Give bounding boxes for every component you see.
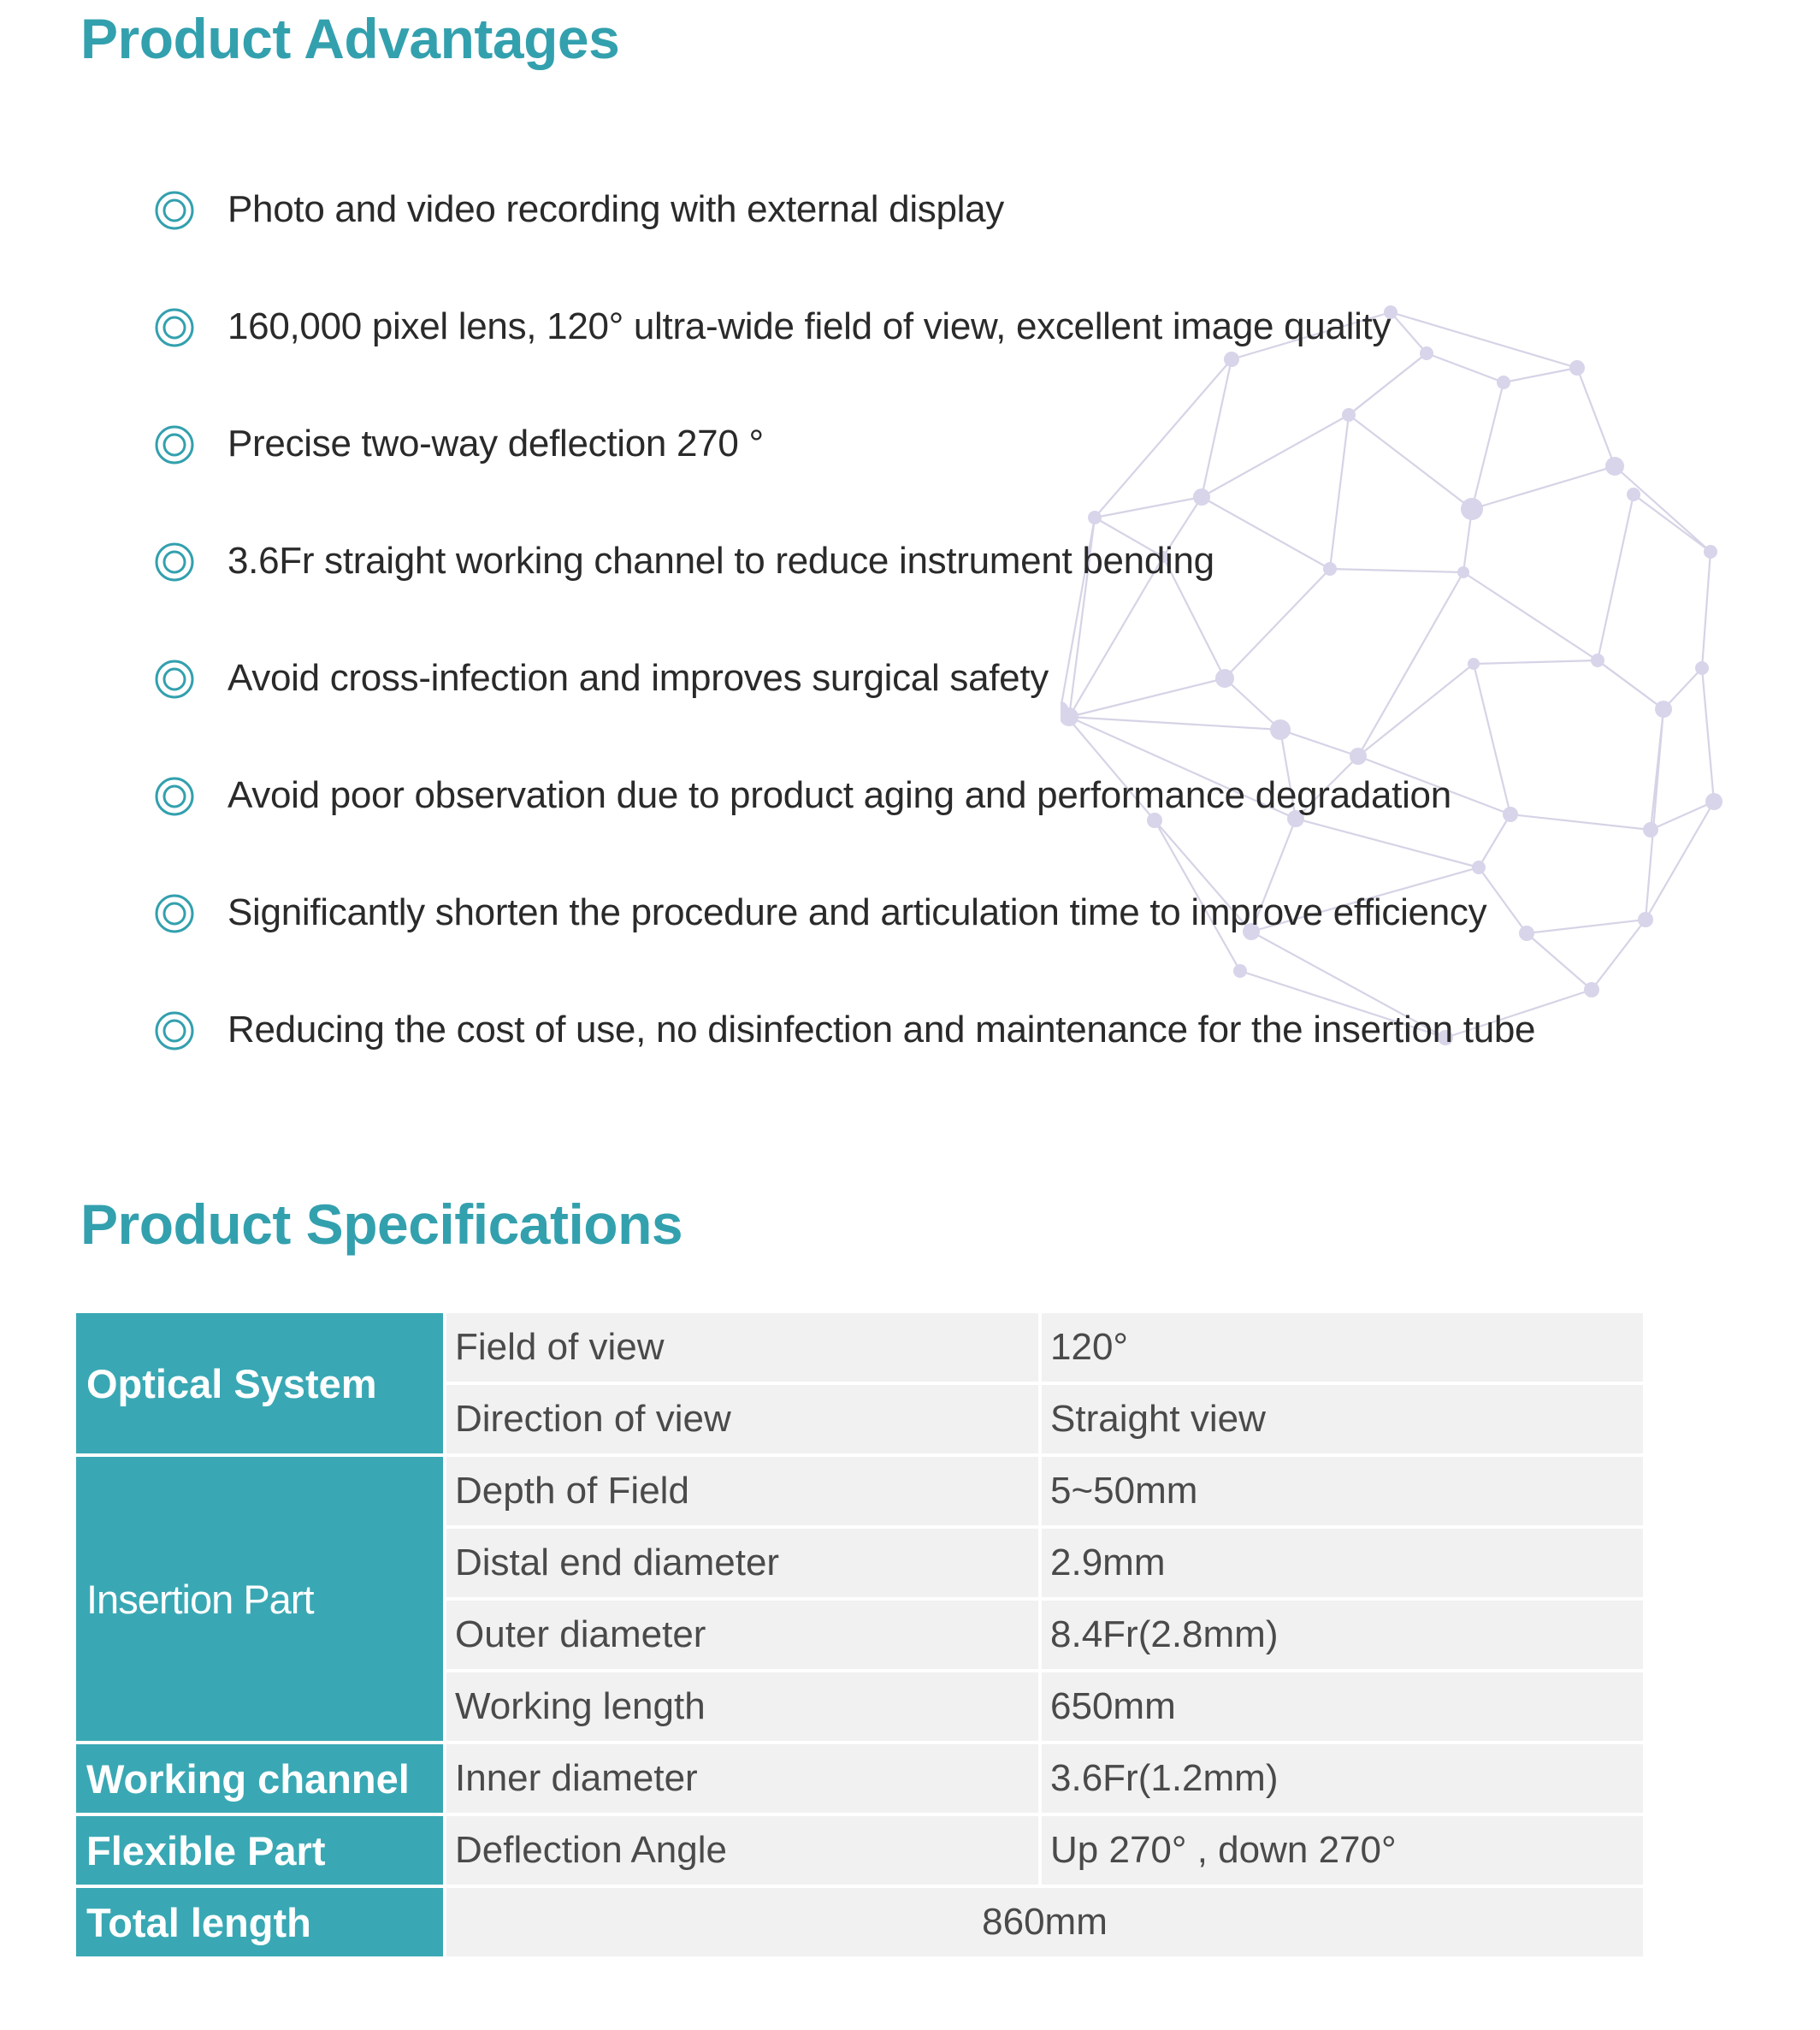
spec-value: 860mm — [446, 1888, 1643, 1960]
spec-param: Field of view — [446, 1313, 1042, 1385]
concentric-circle-icon — [154, 190, 195, 231]
spec-value: 2.9mm — [1042, 1529, 1643, 1601]
spec-group-label: Flexible Part — [76, 1816, 446, 1888]
concentric-circle-icon — [154, 1010, 195, 1051]
concentric-circle-icon — [154, 893, 195, 934]
advantages-title: Product Advantages — [80, 7, 620, 70]
spec-param: Direction of view — [446, 1385, 1042, 1457]
concentric-circle-icon — [154, 307, 195, 348]
table-row — [76, 1313, 1643, 1385]
advantage-item — [154, 648, 1522, 766]
advantage-text: 160,000 pixel lens, 120° ultra-wide field of view, excellent image quality — [228, 305, 1392, 347]
advantage-text: Reducing the cost of use, no disinfection and maintenance for the insertion tube — [228, 1009, 1536, 1051]
spec-group-label: Working channel — [76, 1744, 446, 1816]
table-row — [76, 1744, 1643, 1816]
spec-group-label: Optical System — [76, 1313, 446, 1457]
advantage-text: Precise two-way deflection 270 ° — [228, 423, 764, 465]
spec-param: Outer diameter — [446, 1601, 1042, 1672]
spec-param: Depth of Field — [446, 1457, 1042, 1529]
concentric-circle-icon — [154, 776, 195, 817]
spec-value: Up 270° , down 270° — [1042, 1816, 1643, 1888]
concentric-circle-icon — [154, 424, 195, 465]
spec-param: Working length — [446, 1672, 1042, 1744]
advantage-item — [154, 414, 1522, 531]
advantage-item — [154, 531, 1522, 648]
table-row — [76, 1457, 1643, 1529]
spec-value: 5~50mm — [1042, 1457, 1643, 1529]
advantage-item — [154, 883, 1522, 1000]
concentric-circle-icon — [154, 542, 195, 583]
concentric-circle-icon — [154, 659, 195, 700]
spec-value: 120° — [1042, 1313, 1643, 1385]
advantage-text: Avoid cross-infection and improves surgical safety — [228, 657, 1049, 699]
spec-param: Inner diameter — [446, 1744, 1042, 1816]
advantages-list — [154, 180, 1536, 1117]
spec-group-label: Insertion Part — [76, 1457, 446, 1744]
advantage-item — [154, 180, 1522, 297]
table-row — [76, 1888, 1643, 1960]
specifications-title: Product Specifications — [80, 1193, 683, 1256]
advantage-text: Photo and video recording with external display — [228, 188, 1005, 230]
advantage-item — [154, 297, 1522, 414]
table-row — [76, 1816, 1643, 1888]
advantage-text: 3.6Fr straight working channel to reduce instrument bending — [228, 540, 1214, 582]
advantage-item — [154, 1000, 1536, 1117]
spec-param: Deflection Angle — [446, 1816, 1042, 1888]
spec-value: 3.6Fr(1.2mm) — [1042, 1744, 1643, 1816]
advantage-text: Avoid poor observation due to product aging and performance degradation — [228, 774, 1451, 816]
specifications-table — [76, 1313, 1643, 1960]
spec-param: Distal end diameter — [446, 1529, 1042, 1601]
spec-value: 8.4Fr(2.8mm) — [1042, 1601, 1643, 1672]
advantage-item — [154, 766, 1522, 883]
advantage-text: Significantly shorten the procedure and articulation time to improve efficiency — [228, 891, 1487, 933]
spec-value: 650mm — [1042, 1672, 1643, 1744]
spec-value: Straight view — [1042, 1385, 1643, 1457]
spec-group-label: Total length — [76, 1888, 446, 1960]
